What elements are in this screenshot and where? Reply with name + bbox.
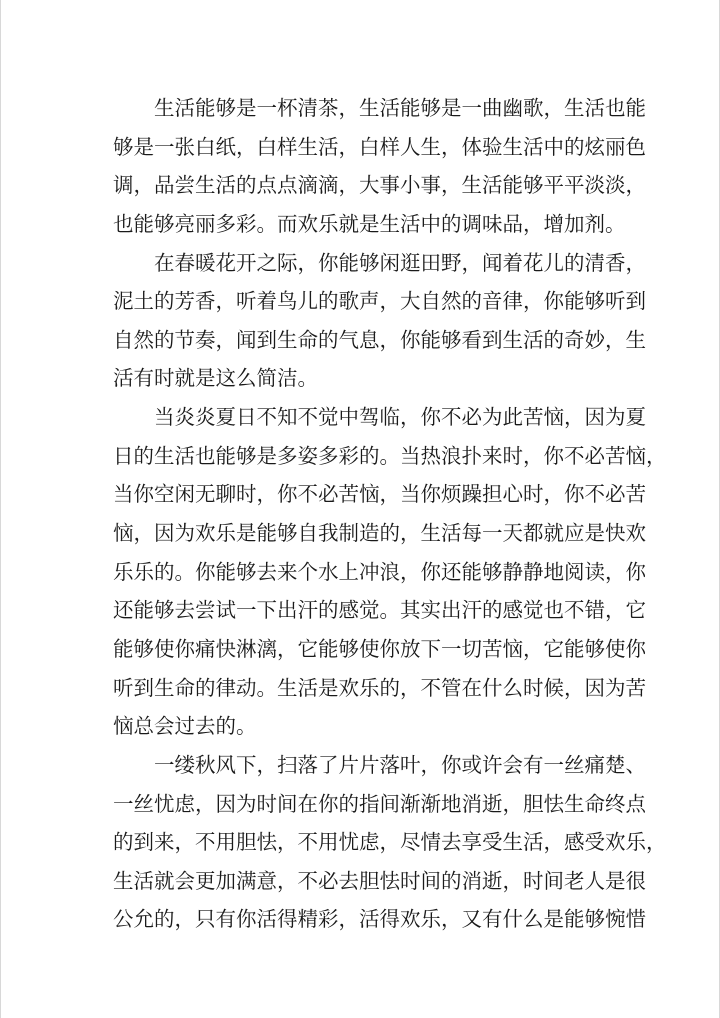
text-line: 恼总会过去的。: [113, 714, 257, 739]
text-line: 一丝忧虑，因为时间在你的指间渐渐地消逝，胆怯生命终点: [113, 791, 646, 816]
text-line: 自然的节奏，闻到生命的气息，你能够看到生活的奇妙，生: [113, 327, 646, 352]
text-line: 公允的，只有你活得精彩，活得欢乐，又有什么是能够惋惜: [113, 907, 646, 932]
text-line: 日的生活也能够是多姿多彩的。当热浪扑来时，你不必苦恼，: [113, 443, 667, 468]
text-line: 恼，因为欢乐是能够自我制造的，生活每一天都就应是快欢: [113, 521, 646, 546]
text-line: 当炎炎夏日不知不觉中驾临，你不必为此苦恼，因为夏: [154, 405, 646, 430]
text-line: 当你空闲无聊时，你不必苦恼，当你烦躁担心时，你不必苦: [113, 482, 646, 507]
paragraph-2: [113, 244, 646, 399]
text-line: 调，品尝生活的点点滴滴，大事小事，生活能够平平淡淡，: [113, 173, 646, 198]
text-line: 够是一张白纸，白样生活，白样人生，体验生活中的炫丽色: [113, 134, 646, 159]
text-line: 在春暖花开之际，你能够闲逛田野，闻着花儿的清香，: [154, 250, 646, 275]
text-line: 的到来，不用胆怯，不用忧虑，尽情去享受生活，感受欢乐，: [113, 830, 667, 855]
text-line: 能够使你痛快淋漓，它能够使你放下一切苦恼，它能够使你: [113, 636, 646, 661]
text-line: 也能够亮丽多彩。而欢乐就是生活中的调味品，增加剂。: [113, 211, 626, 236]
text-line: 活有时就是这么简洁。: [113, 366, 318, 391]
paragraph-4: [113, 746, 667, 939]
text-line: 还能够去尝试一下出汗的感觉。其实出汗的感觉也不错，它: [113, 598, 646, 623]
text-line: 乐乐的。你能够去来个水上冲浪，你还能够静静地阅读，你: [113, 559, 646, 584]
paragraph-3: [113, 398, 667, 746]
text-line: 泥土的芳香，听着鸟儿的歌声，大自然的音律，你能够听到: [113, 289, 646, 314]
text-line: 一缕秋风下，扫落了片片落叶，你或许会有一丝痛楚、: [154, 752, 646, 777]
text-line: 生活能够是一杯清茶，生活能够是一曲幽歌，生活也能: [154, 96, 646, 120]
text-line: 生活就会更加满意，不必去胆怯时间的消逝，时间老人是很: [113, 868, 646, 893]
paragraph-1: [113, 89, 646, 244]
text-line: 听到生命的律动。生活是欢乐的，不管在什么时候，因为苦: [113, 675, 646, 700]
essay-body: [113, 89, 667, 939]
